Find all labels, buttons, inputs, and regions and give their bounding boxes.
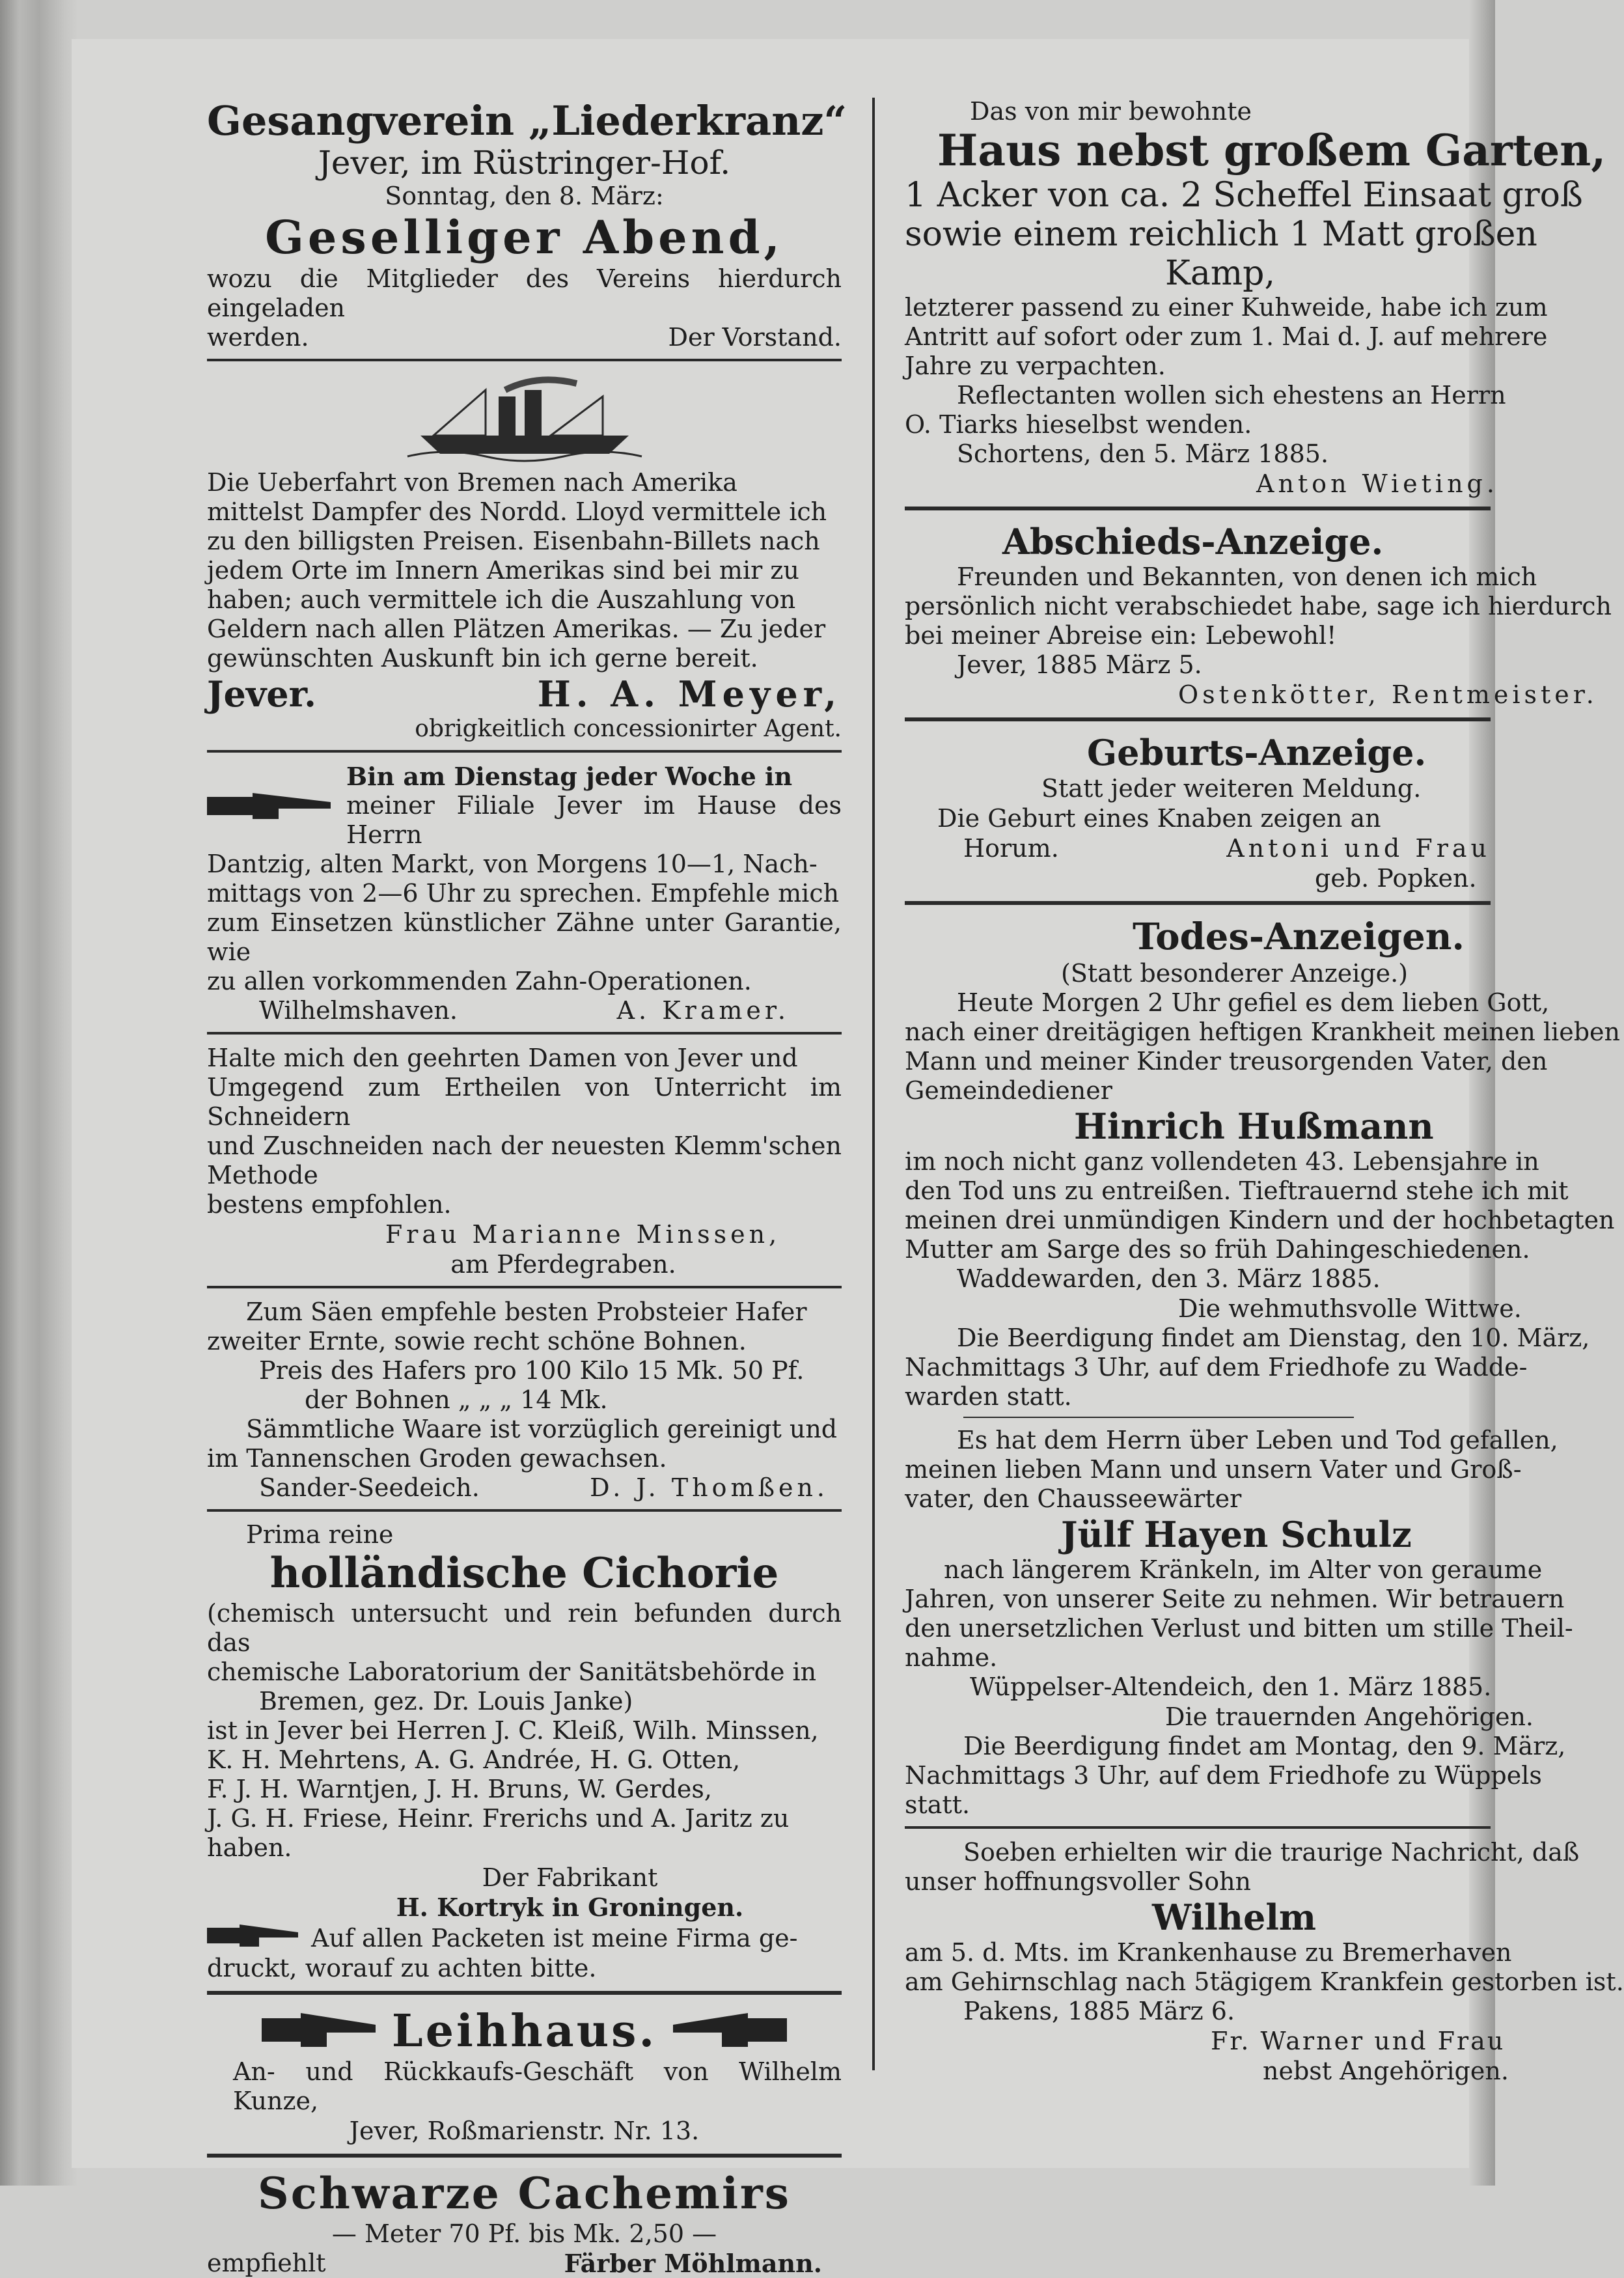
ad-sub: (Statt besonderer Anzeige.) bbox=[1061, 959, 1409, 988]
ad-signature: nebst Angehörigen. bbox=[1263, 2057, 1509, 2085]
separator bbox=[905, 717, 1491, 721]
ad-signature: Der Fabrikant bbox=[482, 1863, 658, 1892]
ad-name: Färber Möhlmann. bbox=[564, 2249, 822, 2278]
ad-line: Dantzig, alten Markt, von Morgens 10—1, Nach- bbox=[207, 850, 818, 878]
ad-line: K. H. Mehrtens, A. G. Andrée, H. G. Otten, bbox=[207, 1745, 741, 1774]
ad-line: Freunden und Bekannten, von denen ich mich bbox=[957, 563, 1537, 591]
ad-geburt bbox=[905, 732, 1491, 893]
deceased-name: Wilhelm bbox=[1152, 1896, 1316, 1938]
separator bbox=[207, 2154, 842, 2158]
ad-line: Pakens, 1885 März 6. bbox=[963, 1997, 1235, 2025]
ad-title: Haus nebst großem Garten, bbox=[937, 125, 1606, 176]
ad-title: obrigkeitlich concessionirter Agent. bbox=[415, 715, 842, 742]
ad-minssen bbox=[207, 1044, 842, 1279]
ad-line: persönlich nicht verabschiedet habe, sage ich hierdurch bbox=[905, 592, 1612, 620]
ad-line: Die Ueberfahrt von Bremen nach Amerika bbox=[207, 468, 737, 497]
ad-title: Schwarze Cachemirs bbox=[258, 2168, 791, 2219]
ad-line: zu allen vorkommenden Zahn-Operationen. bbox=[207, 967, 752, 995]
ad-line: mittags von 2—6 Uhr zu sprechen. Empfehle mich bbox=[207, 879, 840, 908]
ad-line: Soeben erhielten wir die traurige Nachricht, daß bbox=[963, 1838, 1580, 1867]
ad-line: jedem Orte im Innern Amerikas sind bei mir zu bbox=[207, 556, 799, 585]
ad-line: meinen drei unmündigen Kindern und der hochbetagten bbox=[905, 1206, 1615, 1234]
ad-line: im noch nicht ganz vollendeten 43. Lebensjahre in bbox=[905, 1147, 1539, 1176]
ad-line: Nachmittags 3 Uhr, auf dem Friedhofe zu Wüppels bbox=[905, 1761, 1542, 1790]
ad-thomssen bbox=[207, 1298, 842, 1503]
ad-todes bbox=[905, 915, 1620, 1411]
ad-body: wozu die Mitglieder des Vereins hierdurch eingeladen bbox=[207, 264, 842, 322]
ad-name: Anton Wieting. bbox=[1256, 469, 1498, 498]
pointing-hand-icon bbox=[207, 1923, 305, 1954]
pointing-hand-icon bbox=[262, 2010, 379, 2052]
ad-name: Antoni und Frau bbox=[1226, 834, 1491, 863]
ad-line: Antritt auf sofort oder zum 1. Mai d. J. auf mehrere bbox=[905, 322, 1548, 351]
separator bbox=[905, 1826, 1491, 1829]
column-divider bbox=[872, 98, 875, 2070]
ad-line: Wüppelser-Altendeich, den 1. März 1885. bbox=[970, 1673, 1492, 1701]
ad-line: den unersetzlichen Verlust und bitten um stille Theil- bbox=[905, 1614, 1573, 1643]
ad-note: Auf allen Packeten ist meine Firma ge- bbox=[311, 1923, 798, 1952]
ad-line: Reflectanten wollen sich ehestens an Herrn bbox=[957, 381, 1506, 410]
ad-line: Kamp, bbox=[1165, 254, 1275, 293]
pointing-hand-icon bbox=[207, 790, 337, 822]
pointing-hand-icon bbox=[670, 2010, 787, 2052]
ad-line: zu den billigsten Preisen. Eisenbahn-Billets nach bbox=[207, 527, 820, 555]
ad-signature: H. Kortryk in Groningen. bbox=[396, 1893, 744, 1922]
ad-line: Schortens, den 5. März 1885. bbox=[957, 439, 1329, 468]
ad-line: zweiter Ernte, sowie recht schöne Bohnen. bbox=[207, 1327, 747, 1355]
ad-line: Jahre zu verpachten. bbox=[905, 352, 1166, 380]
ad-title: Abschieds-Anzeige. bbox=[1002, 521, 1384, 563]
ad-address: am Pferdegraben. bbox=[450, 1250, 676, 1279]
ad-price: — Meter 70 Pf. bis Mk. 2,50 — bbox=[331, 2219, 717, 2248]
ad-signature: Die wehmuthsvolle Wittwe. bbox=[1178, 1294, 1522, 1323]
ad-line: Gemeindediener bbox=[905, 1076, 1112, 1105]
ad-line: am 5. d. Mts. im Krankenhause zu Bremerhaven bbox=[905, 1938, 1512, 1967]
ad-line: Jever, 1885 März 5. bbox=[957, 650, 1202, 679]
ad-line: Mann und meiner Kinder treusorgenden Vater, den bbox=[905, 1047, 1548, 1076]
ad-line: Die Beerdigung findet am Montag, den 9. März, bbox=[963, 1732, 1566, 1760]
ad-line: vater, den Chausseewärter bbox=[905, 1484, 1242, 1513]
ad-title: Geburts-Anzeige. bbox=[1087, 732, 1427, 773]
ad-note: druckt, worauf zu achten bitte. bbox=[207, 1954, 597, 1982]
ad-line: unser hoffnungsvoller Sohn bbox=[905, 1867, 1252, 1896]
separator bbox=[207, 750, 842, 753]
ad-schulz bbox=[905, 1426, 1573, 1820]
ad-name: Ostenkötter, Rentmeister. bbox=[1178, 680, 1598, 709]
ad-line: zum Einsetzen künstlicher Zähne unter Garantie, wie bbox=[207, 908, 842, 966]
ad-haus bbox=[905, 97, 1606, 499]
ad-line: Waddewarden, den 3. März 1885. bbox=[957, 1264, 1381, 1293]
ad-line: (chemisch untersucht und rein befunden durch das bbox=[207, 1599, 842, 1657]
ad-line: An- und Rückkaufs-Geschäft von Wilhelm Kunze, bbox=[233, 2057, 842, 2115]
separator bbox=[207, 359, 842, 361]
ad-line: warden statt. bbox=[905, 1382, 1072, 1411]
ad-line: sowie einem reichlich 1 Matt großen bbox=[905, 215, 1537, 254]
ad-cachemirs bbox=[207, 2168, 842, 2278]
ad-line: Bin am Dienstag jeder Woche in bbox=[346, 762, 793, 791]
ad-line: meinen lieben Mann und unsern Vater und Groß- bbox=[905, 1455, 1522, 1484]
ad-line: chemische Laboratorium der Sanitätsbehörde in bbox=[207, 1658, 817, 1686]
ad-line: am Gehirnschlag nach 5tägigem Krankfein gestorben ist. bbox=[905, 1967, 1624, 1996]
ad-line: Die Geburt eines Knaben zeigen an bbox=[937, 804, 1381, 833]
ad-place: Jever, im Rüstringer-Hof. bbox=[318, 144, 731, 182]
ad-line: mittelst Dampfer des Nordd. Lloyd vermittele ich bbox=[207, 497, 827, 526]
ad-cichorie bbox=[207, 1521, 842, 1983]
ad-text: empfiehlt bbox=[207, 2249, 326, 2277]
ad-line: letzterer passend zu einer Kuhweide, habe ich zum bbox=[905, 293, 1548, 322]
ad-line: nahme. bbox=[905, 1643, 998, 1672]
ad-price: Preis des Hafers pro 100 Kilo 15 Mk. 50 Pf. bbox=[259, 1356, 805, 1385]
ad-line: Geldern nach allen Plätzen Amerikas. — Zu jeder bbox=[207, 615, 826, 643]
ad-title: holländische Cichorie bbox=[269, 1549, 779, 1598]
separator bbox=[207, 1286, 842, 1288]
separator bbox=[207, 1509, 842, 1512]
ad-line: Es hat dem Herrn über Leben und Tod gefallen, bbox=[957, 1426, 1558, 1454]
ad-line: bei meiner Abreise ein: Lebewohl! bbox=[905, 621, 1337, 650]
ad-line: Bremen, gez. Dr. Louis Janke) bbox=[259, 1687, 633, 1715]
ad-title: Todes-Anzeigen. bbox=[1133, 915, 1465, 958]
ad-line: J. G. H. Friese, Heinr. Frerichs und A. Jaritz zu bbox=[207, 1804, 790, 1833]
ad-name: Frau Marianne Minssen, bbox=[385, 1220, 781, 1249]
ad-line: und Zuschneiden nach der neuesten Klemm'schen Methode bbox=[207, 1132, 842, 1189]
ad-name: H. A. Meyer, bbox=[537, 673, 842, 715]
ad-line: Statt jeder weiteren Meldung. bbox=[1041, 774, 1422, 803]
ad-line: haben. bbox=[207, 1833, 292, 1862]
ad-line: Mutter am Sarge des so früh Dahingeschiedenen. bbox=[905, 1235, 1530, 1264]
ad-date: Sonntag, den 8. März: bbox=[385, 182, 664, 210]
ad-line: nach einer dreitägigen heftigen Krankheit meinen lieben bbox=[905, 1018, 1620, 1046]
ad-leihhaus bbox=[207, 2005, 842, 2146]
ad-line: Halte mich den geehrten Damen von Jever und bbox=[207, 1044, 798, 1072]
separator bbox=[207, 1991, 842, 1995]
ad-line: nach längerem Kränkeln, im Alter von geraume bbox=[944, 1555, 1543, 1584]
ad-line: ist in Jever bei Herren J. C. Kleiß, Wilh. Minssen, bbox=[207, 1716, 819, 1745]
ad-signature: Die trauernden Angehörigen. bbox=[1165, 1702, 1534, 1731]
ad-name: geb. Popken. bbox=[1315, 864, 1477, 893]
left-column bbox=[207, 97, 847, 2278]
ad-line: Heute Morgen 2 Uhr gefiel es dem lieben Gott, bbox=[957, 988, 1550, 1017]
ad-pre: Das von mir bewohnte bbox=[970, 97, 1252, 126]
ad-signature: Der Vorstand. bbox=[668, 323, 842, 352]
ad-pre: Prima reine bbox=[246, 1520, 394, 1549]
ad-place: Jever. bbox=[207, 673, 316, 715]
ad-line: Nachmittags 3 Uhr, auf dem Friedhofe zu Wadde- bbox=[905, 1353, 1528, 1382]
ad-line: Sämmtliche Waare ist vorzüglich gereinigt und bbox=[246, 1415, 838, 1443]
steamship-icon bbox=[207, 370, 842, 468]
deceased-name: Hinrich Hußmann bbox=[1074, 1105, 1434, 1147]
ad-line: Jahren, von unserer Seite zu nehmen. Wir betrauern bbox=[905, 1585, 1565, 1613]
ad-body-end: werden. bbox=[207, 323, 309, 352]
ad-line: Zum Säen empfehle besten Probsteier Hafer bbox=[246, 1298, 807, 1326]
ad-name: D. J. Thomßen. bbox=[590, 1473, 829, 1502]
book-binding bbox=[0, 0, 78, 2186]
ad-place: Horum. bbox=[963, 834, 1059, 863]
ad-line: Die Beerdigung findet am Dienstag, den 10. März, bbox=[957, 1324, 1590, 1352]
ad-title: Leihhaus. bbox=[391, 2005, 657, 2057]
ad-line: meiner Filiale Jever im Hause des Herrn bbox=[346, 791, 842, 849]
ad-line: Umgegend zum Ertheilen von Unterricht im Schneidern bbox=[207, 1073, 842, 1131]
separator bbox=[207, 1032, 842, 1035]
ad-name: A. Kramer. bbox=[616, 996, 790, 1025]
right-column bbox=[905, 97, 1624, 2086]
ad-line: 1 Acker von ca. 2 Scheffel Einsaat groß bbox=[905, 176, 1583, 215]
separator bbox=[905, 507, 1491, 510]
ad-meyer bbox=[207, 370, 842, 743]
ad-title: Gesangverein „Liederkranz“ bbox=[207, 97, 847, 145]
ad-line: im Tannenschen Groden gewachsen. bbox=[207, 1444, 667, 1473]
ad-liederkranz bbox=[207, 97, 847, 352]
ad-line: den Tod uns zu entreißen. Tieftrauernd stehe ich mit bbox=[905, 1176, 1569, 1205]
ad-signature: Fr. Warner und Frau bbox=[1211, 2027, 1506, 2055]
ad-line: Jever, Roßmarienstr. Nr. 13. bbox=[349, 2117, 700, 2145]
deceased-name: Jülf Hayen Schulz bbox=[1061, 1514, 1412, 1555]
ad-wilhelm bbox=[905, 1838, 1624, 2086]
ad-event: Geselliger Abend, bbox=[265, 210, 784, 264]
ad-place: Sander-Seedeich. bbox=[259, 1473, 480, 1502]
ad-line: F. J. H. Warntjen, J. H. Bruns, W. Gerdes, bbox=[207, 1775, 712, 1803]
separator bbox=[963, 1417, 1354, 1418]
ad-line: haben; auch vermittele ich die Auszahlung von bbox=[207, 585, 796, 614]
ad-place: Wilhelmshaven. bbox=[259, 996, 458, 1025]
separator bbox=[905, 901, 1491, 905]
ad-abschied bbox=[905, 521, 1612, 710]
ad-line: statt. bbox=[905, 1790, 970, 1819]
ad-line: bestens empfohlen. bbox=[207, 1190, 452, 1219]
ad-line: O. Tiarks hieselbst wenden. bbox=[905, 410, 1252, 439]
ad-kramer bbox=[207, 762, 842, 1025]
ad-price: der Bohnen „ „ „ 14 Mk. bbox=[305, 1385, 608, 1414]
ad-line: gewünschten Auskunft bin ich gerne bereit. bbox=[207, 644, 758, 673]
